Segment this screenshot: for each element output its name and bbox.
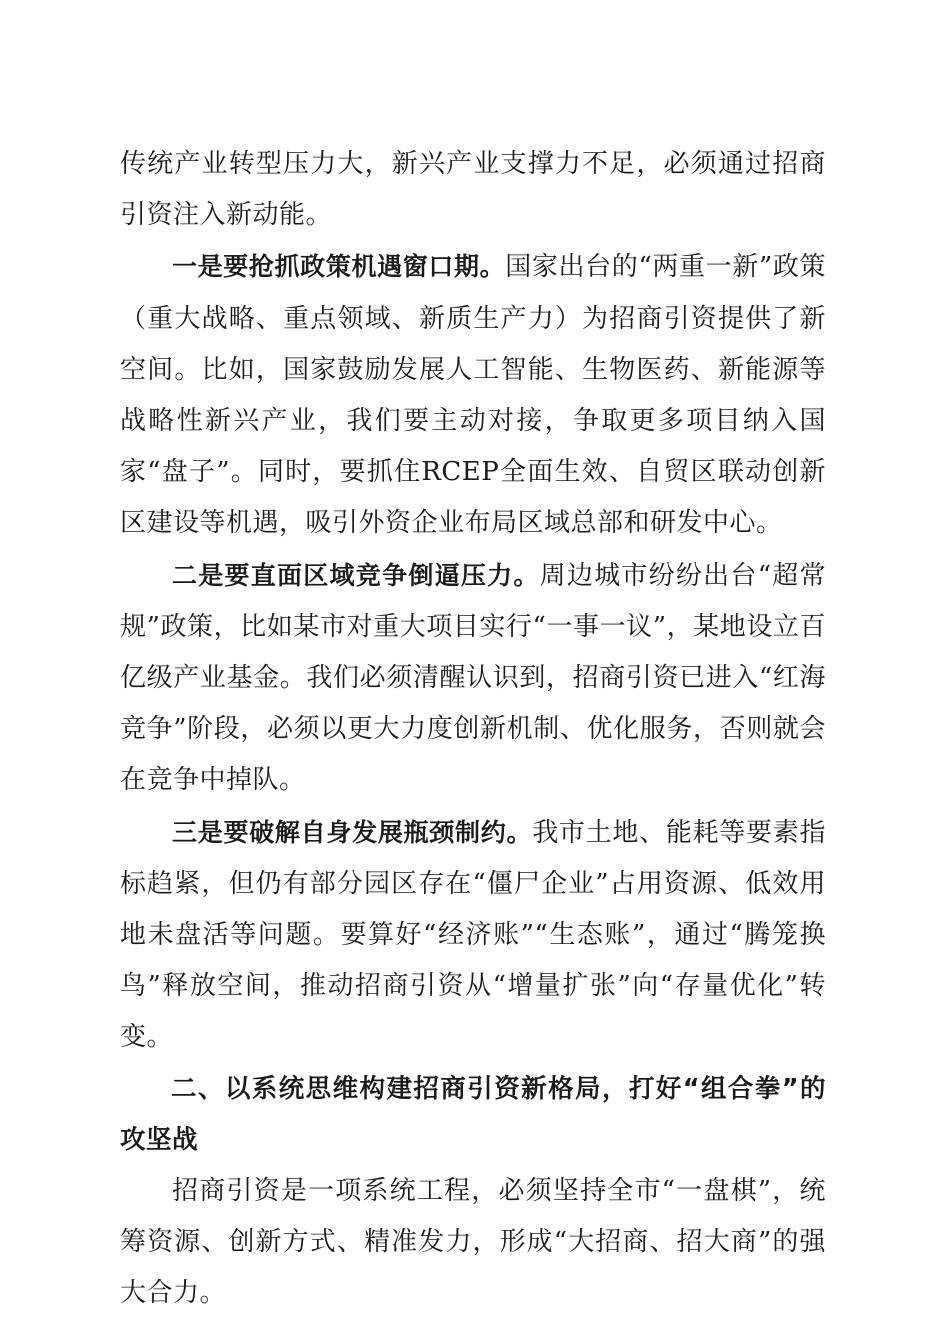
point-1-lead: 一是要抢抓政策机遇窗口期。 — [172, 252, 506, 282]
section-2-intro: 招商引资是一项系统工程，必须坚持全市“一盘棋”，统筹资源、创新方式、精准发力，形成“大招商、招大商”的强大合力。 — [120, 1176, 826, 1309]
point-3-lead: 三是要破解自身发展瓶颈制约。 — [172, 817, 533, 847]
paragraph-point-1 — [120, 241, 826, 549]
point-2-lead: 二是要直面区域竞争倒逼压力。 — [172, 560, 540, 590]
point-2-text: 周边城市纷纷出台“超常规”政策，比如某市对重大项目实行“一事一议”，某地设立百亿级产业基金。我们必须清醒认识到，招商引资已进入“红海竞争”阶段，必须以更大力度创新机制、优化服务，否则就会在竞争中掉队。 — [120, 560, 826, 796]
paragraph-continuation: 传统产业转型压力大，新兴产业支撑力不足，必须通过招商引资注入新动能。 — [120, 149, 826, 231]
paragraph-point-3 — [120, 807, 826, 1064]
point-1-text: 国家出台的“两重一新”政策（重大战略、重点领域、新质生产力）为招商引资提供了新空间。比如，国家鼓励发展人工智能、生物医药、新能源等战略性新兴产业，我们要主动对接，争取更多项目纳入国家“盘子”。同时，要抓住RCEP全面生效、自贸区联动创新区建设等机遇，吸引外资企业布局区域总部和研发中心。 — [120, 252, 826, 539]
point-3-text: 我市土地、能耗等要素指标趋紧，但仍有部分园区存在“僵尸企业”占用资源、低效用地未盘活等问题。要算好“经济账”“生态账”，通过“腾笼换鸟”释放空间，推动招商引资从“增量扩张”向“存量优化”转变。 — [120, 817, 826, 1053]
section-2-heading: 二、以系统思维构建招商引资新格局，打好“组合拳”的攻坚战 — [120, 1073, 826, 1155]
paragraph-point-2 — [120, 550, 826, 807]
document-body — [120, 139, 826, 1320]
